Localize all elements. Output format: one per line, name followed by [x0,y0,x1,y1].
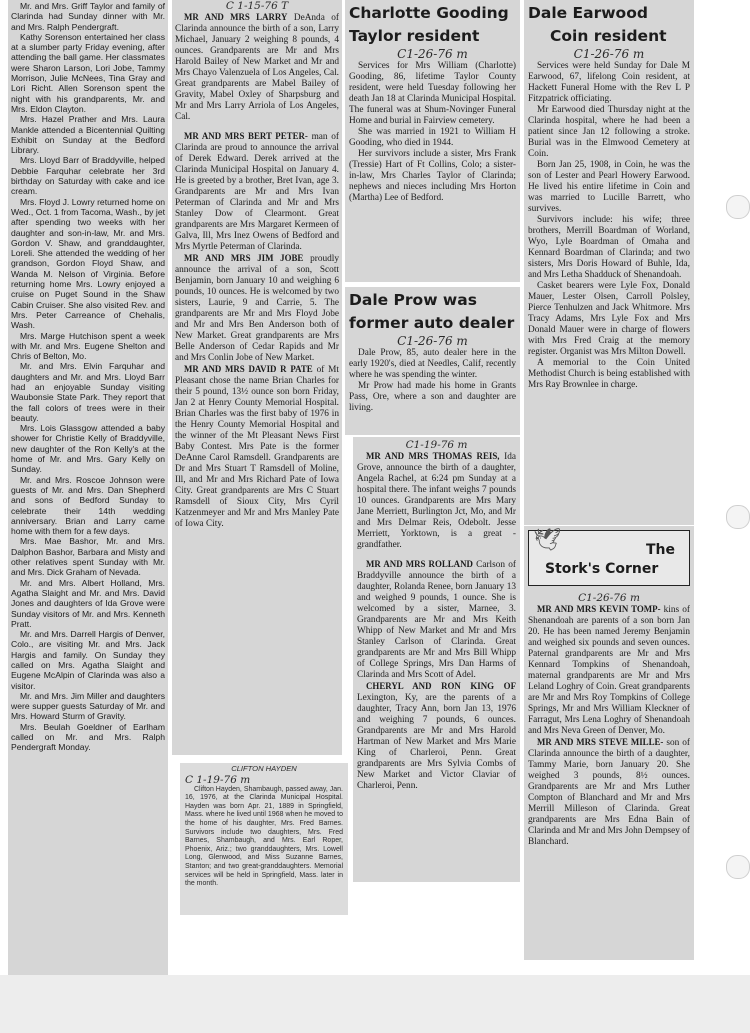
announcement-text: proudly announce the arrival of a son, Scott Benjamin, born January 10 and weighing 6 pounds, 10 ounces. He is welcomed by two sisters, Laurie, 9 and Carrie, 5. The grandparents are Mr and Mrs Floyd Jobe and Mr and Mrs Ben Anderson both of New Market. Great grandparents are Mrs Belle Anderson of Cedar Rapids and Mr and Mrs Conlin Jobe of New Market. [175,254,339,363]
obituary-text: Clifton Hayden, Shambaugh, passed away, Jan. 16, 1976, at the Clarinda Municipal Hospital. Hayden was born Apr. 21, 1889 in Springfield, Mass. where he lived until 1968 when he moved to the home of his daughter, Mrs. Fred Barnes. Survivors include two daughters, Mrs. Fred Barnes, Shambaugh, and Mrs. Earl Roper, Phoenix, Ariz.; two granddaughters, Mrs. Lowell Long, Glenwood, and Miss Suzanne Barnes, Stanton; and two great-granddaughters. Memorial services will be held in Springfield, Mass. later in the month. [185,785,343,888]
storks-corner [524,526,694,960]
paragraph: Survivors include: his wife; three brothers, Merrill Boardman of Worland, Wyo, Lyle Boardman of Omaha and Kennard Boardman of Clarinda; and two sisters, Mrs Doris Howard of Buhle, Ida, and Mrs Letha Shadduck of Shenandoah. [528,215,690,280]
obituary-title: CLIFTON HAYDEN [231,764,297,773]
handwritten-date: C1-19-76 m [405,439,468,451]
announcement-lead: MR AND MRS LARRY [184,12,288,22]
paragraph: Mr. and Mrs. Griff Taylor and family of Clarinda had Sunday dinner with Mr. and Mrs. Ralph Pendergraft. [11,1,165,32]
birth-announcement [175,364,339,530]
paragraph: Mr. and Mrs. Albert Holland, Mrs. Agatha Slaight and Mr. and Mrs. David Jones and daughters of Ida Grove were Sunday visitors of Mr. and Mrs. Kenneth Pratt. [11,577,165,629]
paragraph: Mr Earwood died Thursday night at the Clarinda hospital, where he had been a patient since Jan 12 following a stroke. Burial was in the Elmwood Cemetery at Coin. [528,105,690,159]
announcement-lead: MR AND MRS THOMAS REIS, [366,451,500,461]
paragraph: Mr. and Mrs. Jim Miller and daughters were supper guests Saturday of Mr. and Mrs. Howard Sturm of Gravity. [11,690,165,722]
paragraph: Mrs. Marge Hutchison spent a week with Mr. and Mrs. Eugene Shelton and Chris of Belton, Mo. [11,330,165,362]
paragraph: Born Jan 25, 1908, in Coin, he was the son of Lester and Pearl Howery Earwood. He lived his entire lifetime in Coin and was married to Lucille Barrett, who survives. [528,160,690,214]
birth-announcement [528,604,690,737]
announcement-text: kins of Shenandoah are parents of a son born Jan 20. He has been named Jeremy Benjamin and weighed six pounds and seven ounces. Paternal grandparents are Mr and Mrs Kennard Tompkins of Shenandoah, maternal grandparents are Mr and Mrs Leland Loghry of Coin. Great grandparents are Mr and Mrs Roy Tompkins of College Springs, Mr and Mrs William Kleckner of Farragut, Mrs Lena Loghry of Shenandoah and Mrs Neva Green of Denver, Mo. [528,605,690,736]
binder-hole [726,505,750,529]
birth-announcement [357,451,516,551]
paragraph: Mrs. Floyd J. Lowry returned home on Wed., Oct. 1 from Tacoma, Wash., by jet after spending two weeks with her daughter and son-in-law, Mr. and Mrs. Gordon V. Shaw, and granddaughter, Loreli. She attended the wedding of her grandson, Gordon Floyd Shaw, and Wanda M. Nelson of Virginia. Before returning home Mrs. Lowry enjoyed a cruise on Puget Sound in the Shaw Cabin Cruiser. She also visited Rev. and Mrs. Peter Carreance of Chehalis, Wash. [11,196,165,331]
headline: Dale Earwood [528,4,648,22]
announcement-lead: MR AND MRS KEVIN TOMP- [537,604,661,614]
obituary-dale-prow [345,287,520,435]
birth-announcement [528,737,690,848]
binder-hole [726,195,750,219]
paragraph: Mrs. Hazel Prather and Mrs. Laura Mankle attended a Bicentennial Quilting Exhibit on Sunday at the Bedford Library. [11,114,165,156]
announcement-text: DeAnda of Clarinda announce the birth of a son, Larry Michael, January 2 weighing 8 pounds, 4 ounces. Grandparents are Mr and Mrs Harold Bailey of New Market and Mr and Mrs Chayo Valenzuela of Los Angeles, Cal. Great grandparents are Mabel Bailey of Gravity, Mabel Oxley of Sharpsburg and Mr and Mrs Larry Arriola of Los Angeles, Cal. [175,13,339,122]
obituary-dale-earwood [524,0,694,525]
headline: former auto dealer [349,314,515,332]
storks-corner-banner [528,527,690,586]
handwritten-date: C1-26-76 m [573,47,645,61]
paragraph: Mr Prow had made his home in Grants Pass, Ore, where a son and daughter are living. [349,381,516,413]
paragraph: Kathy Sorenson entertained her class at a slumber party Friday evening, after attending the ball game. Her classmates were Sharon Larson, Lori Jobe, Tammy Morrison, Julie McNees, Tina Gray and Lori Richt. Allen Sorenson spent the night with his grandparents, Mr. and Mrs. Eldon Clayton. [11,31,165,114]
paragraph: Services were held Sunday for Dale M Earwood, 67, lifelong Coin resident, at Hackett Funeral Home with the Rev L P Fitzpatrick officiating. [528,61,690,104]
banner-title: Stork's Corner [545,561,659,577]
announcement-lead: MR AND MRS DAVID R PATE [184,364,313,374]
handwritten-date: C 1-15-76 T [225,0,289,12]
headline: Charlotte Gooding [349,4,509,22]
handwritten-date: C1-26-76 m [397,47,468,61]
paragraph: Mr. and Mrs. Darrell Hargis of Denver, Colo., are visiting Mr. and Mrs. Jack Hargis and family. On Sunday they called on Mrs. Agatha Slaight and Eugene McAlpin of Clarinda was also a visitor. [11,629,165,691]
paragraph: A memorial to the Coin United Methodist Church is being established with Mrs Ray Brownlee in charge. [528,358,690,390]
paragraph: Mrs. Mae Bashor, Mr. and Mrs. Dalphon Bashor, Barbara and Misty and other relatives spent Sunday with Mr. and Mrs. Dick Graham of Nevada. [11,536,165,578]
announcement-lead: MR AND MRS STEVE MILLE- [537,737,664,747]
paragraph: Services for Mrs William (Charlotte) Gooding, 86, lifetime Taylor County resident, were held Tuesday following her death Jan 18 at Clarinda Municipal Hospital. The funeral was at Shum-Novinger Funeral Home and burial in Fairview cemetery. [349,61,516,126]
paragraph: Mrs. Beulah Goeldner of Earlham called on Mr. and Mrs. Ralph Pendergraft Monday. [11,721,165,753]
paragraph: She was married in 1921 to William H Gooding, who died in 1944. [349,127,516,148]
binder-hole [726,855,750,879]
birth-announcement [175,253,339,364]
paragraph: Casket bearers were Lyle Fox, Donald Mauer, Lester Olsen, Carroll Polsley, Pierce Tenhulzen and Jack Whitmore. Mrs Tracy Adams, Mrs Lyle Fox and Mrs Donald Mauer were in charge of flowers with Mrs Fred Craig at the memory register. Organist was Mrs Milton Dowell. [528,281,690,357]
society-news-column [8,0,168,975]
paragraph: Her survivors include a sister, Mrs Frank (Tressie) Hart of Ft Collins, Colo; a sister-in-law, Mrs Charles Taylor of Clarinda; nephews and nieces including Mrs Horton (Martha) Lee of Bedford. [349,149,516,203]
announcement-text: son of Clarinda announce the birth of a daughter, Tammy Marie, born January 20. She weighed 3 pounds, 8½ ounces. Grandparents are Mr and Mrs Luther Compton of Blanchard and Mr and Mrs Merrill Milleson of Clarinda. Great grandparents are Mrs Edna Bain of Clarinda and Mr and Mrs John Dempsey of Blanchard. [528,738,690,847]
birth-announcement [357,559,516,681]
birth-announcement [357,681,516,792]
announcement-text: man of Clarinda are proud to announce the arrival of Derek Edward. Derek arrived at the Clarinda Municipal Hospital on January 4. He is greeted by a brother, Bret Ivan, age 3. Grandparents are Mr and Mrs Ivan Peterman of Clarinda and Mr and Mrs Stanley Dow of Clearmont. Great grandparents are Mrs Margaret Kermeen of Galva, Ill, Mrs Inez Owens of Bedford and Mrs Myrtle Peterman of Clarinda. [175,132,340,252]
birth-announcements-column [172,0,342,755]
headline: Coin resident [550,27,667,45]
announcement-lead: MR AND MRS BERT PETER- [184,131,308,141]
headline: Dale Prow was [349,291,477,309]
birth-announcement [175,12,339,123]
announcement-text: of Mt Pleasant chose the name Brian Charles for their 5 pound, 13½ ounce son born Friday, Jan 2 at Henry County Memorial Hospital. Brian Charles was the first baby of 1976 in the Henry County Memorial Hospital and the winner of the Mt Pleasant News First Baby Contest. Mrs Pate is the former DeAnne Carol Ramsdell. Grandparents are Dr and Mrs Stuart T Ramsdell of Moline, Ill, and Mr and Mrs Richard Pate of Iowa City. Great grandparents are Mrs C Stuart Ramsdell of Sioux City, Mrs Cyril Katzenmeyer and Mr and Mrs Manley Pate of Iowa City. [175,365,340,529]
banner-title: The [645,542,675,558]
page-bottom-edge [0,975,750,1033]
birth-announcement [175,131,339,253]
handwritten-date: C1-26-76 m [397,334,468,348]
stork-icon: 🕊 [533,527,561,552]
announcement-lead: MR AND MRS ROLLAND [366,559,473,569]
obituary-charlotte-gooding [345,0,520,282]
paragraph: Dale Prow, 85, auto dealer here in the early 1920's, died at Needles, Calif, recently where he was spending the winter. [349,348,516,380]
announcement-text: Carlson of Braddyville announce the birth of a daughter, Rolanda Renee, born January 13 and weighed 9 pounds, 1 ounce. She is welcomed by a sister, Marnee, 3. Grandparents are Mr and Mrs Keith Whipp of New Market and Mr and Mrs Stanley Carlson of Clarinda. Great grandparents are Mr and Mrs Bill Whipp of College Springs, Mrs Dan Harms of Clarinda and Mrs Scott of Adel. [357,560,516,680]
birth-announcements-reis-carlson-king [353,437,520,882]
announcement-lead: MR AND MRS JIM JOBE [184,253,304,263]
announcement-lead: CHERYL AND RON KING OF [366,681,516,691]
paragraph: Mrs. Lois Glassgow attended a baby shower for Christie Kelly of Braddyville, new daughter of the Ron Kelly's at the home of Mr. and Mrs. Gary Kelly on Sunday. [11,423,165,475]
announcement-text: Lexington, Ky, are the parents of a daughter, Tracy Ann, born Jan 13, 1976 and weighing 7 pounds, 6 ounces. Grandparents are Mr and Mrs Harold Hartman of New Market and Mrs Marie King of Charleroi, Penn. Great grandparents are Mrs Sylvia Combs of New Market and Victor Claviar of Charleroi, Penn. [357,693,516,791]
handwritten-date: C 1-19-76 m [185,773,251,786]
announcement-text: Ida Grove, announce the birth of a daughter, Angela Rachel, at 6:24 pm Sunday at a hospital there. The infant weighs 7 pounds 10 ounces. Grandparents are Mrs Mary Jane Merriett, Burlington Jct, Mo, and Mr and Mrs Delmar Reis, Odebolt. Jesse Merriett, Yorktown, is a great - grandfather. [357,452,516,550]
headline: Taylor resident [349,27,480,45]
paragraph: Mr. and Mrs. Elvin Farquhar and daughters and Mr. and Mrs. Lloyd Barr had an enjoyable Sunday visiting Waubonsie State Park. They report that the fall colors of trees were in their beauty. [11,361,165,423]
obituary-clifton-hayden [180,763,348,915]
paragraph: Mrs. Lloyd Barr of Braddyville, helped Debbie Farquhar celebrate her 3rd birthday on Saturday with cake and ice cream. [11,155,165,197]
handwritten-date: C1-26-76 m [578,592,640,604]
paragraph: Mr. and Mrs. Roscoe Johnson were guests of Mr. and Mrs. Dan Shepherd and sons of Bedford Sunday to celebrate their 14th wedding anniversary. Brian and Larry came home with them for a few days. [11,474,165,537]
